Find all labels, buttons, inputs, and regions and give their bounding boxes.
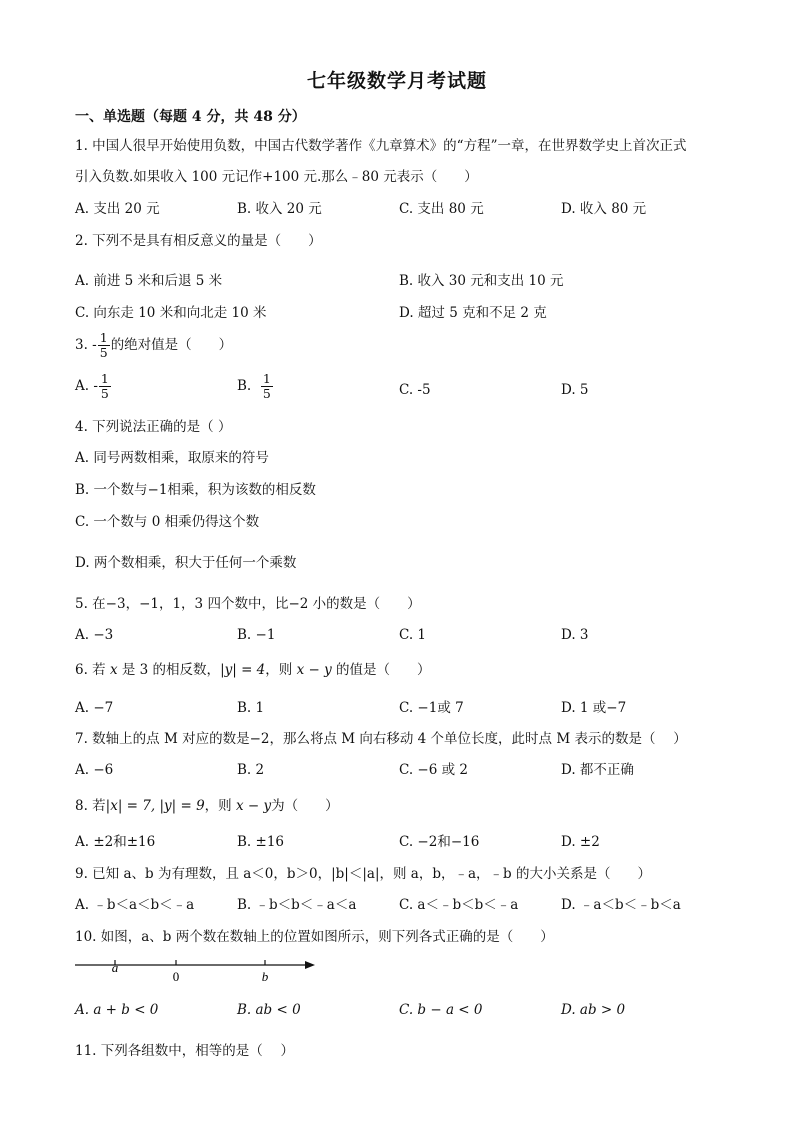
q3-denominator: 5	[99, 345, 108, 360]
q8-stem-part-a: 8. 若	[75, 798, 106, 814]
q10-option-c: C. b − a < 0	[399, 1002, 483, 1018]
q3-option-b-fraction	[261, 372, 273, 401]
q8-option-d: D. ±2	[561, 834, 600, 850]
q8-condition: |x| = 7, |y| = 9	[105, 798, 205, 814]
q11-stem: 11. 下列各组数中，相等的是（ ）	[75, 1043, 295, 1059]
q6-var-x: x	[109, 662, 118, 678]
q2-option-c: C. 向东走 10 米和向北走 10 米	[75, 305, 267, 321]
q4-option-d: D. 两个数相乘，积大于任何一个乘数	[75, 555, 297, 571]
q8-option-b: B. ±16	[237, 834, 284, 850]
q6-option-a: A. −7	[75, 700, 114, 716]
q3-numerator: 1	[99, 330, 108, 345]
q5-option-a: A. −3	[75, 627, 114, 643]
q3-option-c: C. -5	[399, 382, 431, 398]
q3-option-a-denominator: 5	[100, 386, 109, 401]
q9-option-a: A. ﹣b＜a＜b＜﹣a	[75, 897, 195, 913]
q3-option-a-numerator: 1	[100, 371, 109, 386]
q9-option-c: C. a＜﹣b＜b＜﹣a	[399, 897, 519, 913]
q7-option-c: C. −6 或 2	[399, 762, 469, 778]
q1-option-d: D. 收入 80 元	[561, 201, 647, 217]
q3-option-a	[75, 372, 112, 401]
q6-expression: x − y	[296, 662, 332, 678]
tick-label-a: a	[111, 960, 119, 975]
q10-stem: 10. 如图，a、b 两个数在数轴上的位置如图所示，则下列各式正确的是（ ）	[75, 929, 554, 945]
q3-option-b-denominator: 5	[262, 386, 271, 401]
q3-stem	[75, 331, 232, 360]
q3-fraction	[98, 331, 110, 360]
q6-abs-y: |y| = 4	[220, 662, 266, 678]
q3-prefix: 3. -	[75, 337, 97, 353]
q6-option-d: D. 1 或−7	[561, 700, 627, 716]
section-heading: 一、单选题（每题 4 分，共 48 分）	[75, 109, 306, 125]
q5-option-d: D. 3	[561, 627, 589, 643]
q7-option-a: A. −6	[75, 762, 114, 778]
q6-stem	[75, 661, 431, 679]
q10-option-b: B. ab < 0	[237, 1002, 301, 1018]
q1-stem-line1: 1. 中国人很早开始使用负数，中国古代数学著作《九章算术》的“方程”一章，在世界数学史上首次正式	[75, 138, 687, 154]
q2-option-b: B. 收入 30 元和支出 10 元	[399, 273, 564, 289]
q10-option-d: D. ab > 0	[561, 1002, 626, 1018]
q3-option-a-prefix: A. -	[75, 378, 98, 394]
q9-stem: 9. 已知 a、b 为有理数，且 a＜0，b＞0，|b|＜|a|，则 a，b，﹣a，﹣b 的大小关系是（ ）	[75, 866, 651, 882]
q4-option-b: B. 一个数与−1相乘，积为该数的相反数	[75, 482, 316, 498]
q9-option-d: D. ﹣a＜b＜﹣b＜a	[561, 897, 681, 913]
q3-option-a-fraction	[99, 372, 111, 401]
q4-stem: 4. 下列说法正确的是（ ）	[75, 419, 232, 435]
q3-option-d: D. 5	[561, 382, 589, 398]
tick-label-zero: 0	[172, 969, 180, 984]
q6-option-c: C. −1或 7	[399, 700, 464, 716]
tick-label-b: b	[261, 969, 269, 984]
q5-stem: 5. 在−3，−1，1，3 四个数中，比−2 小的数是（ ）	[75, 596, 421, 612]
q4-option-a: A. 同号两数相乘，取原来的符号	[75, 450, 269, 466]
q8-option-a: A. ±2和±16	[75, 834, 156, 850]
q7-option-d: D. 都不正确	[561, 762, 634, 778]
q4-option-c: C. 一个数与 0 相乘仍得这个数	[75, 514, 260, 530]
q8-option-c: C. −2和−16	[399, 834, 480, 850]
q7-stem: 7. 数轴上的点 M 对应的数是−2，那么将点 M 向右移动 4 个单位长度，此时点 M 表示的数是（ ）	[75, 731, 687, 747]
q5-option-c: C. 1	[399, 627, 427, 643]
q7-option-b: B. 2	[237, 762, 265, 778]
q2-stem: 2. 下列不是具有相反意义的量是（ ）	[75, 233, 322, 249]
q9-option-b: B. ﹣b＜b＜﹣a＜a	[237, 897, 357, 913]
q8-stem	[75, 797, 339, 815]
q6-stem-part-b: 是 3 的相反数，	[121, 662, 221, 678]
q3-option-b-prefix: B.	[237, 378, 252, 394]
q6-stem-part-d: 的值是（ ）	[336, 662, 431, 678]
page-title: 七年级数学月考试题	[306, 70, 487, 92]
q1-option-b: B. 收入 20 元	[237, 201, 322, 217]
q1-option-c: C. 支出 80 元	[399, 201, 484, 217]
q1-stem-line2: 引入负数.如果收入 100 元记作+100 元.那么﹣80 元表示（ ）	[75, 169, 478, 185]
q6-stem-part-a: 6. 若	[75, 662, 106, 678]
number-line-arrow-icon	[305, 961, 315, 969]
q3-option-b	[237, 372, 274, 401]
q3-option-b-numerator: 1	[262, 371, 271, 386]
q8-expression: x − y	[235, 798, 272, 814]
q3-suffix: 的绝对值是（ ）	[110, 337, 233, 353]
q1-option-a: A. 支出 20 元	[75, 201, 160, 217]
q8-stem-part-b: ，则	[204, 798, 232, 814]
q2-option-d: D. 超过 5 克和不足 2 克	[399, 305, 547, 321]
q10-option-a: A. a + b < 0	[75, 1002, 159, 1018]
q2-option-a: A. 前进 5 米和后退 5 米	[75, 273, 223, 289]
q5-option-b: B. −1	[237, 627, 276, 643]
q10-number-line	[75, 955, 325, 990]
q8-stem-part-c: 为（ ）	[271, 798, 339, 814]
q6-option-b: B. 1	[237, 700, 265, 716]
q6-stem-part-c: ，则	[265, 662, 293, 678]
